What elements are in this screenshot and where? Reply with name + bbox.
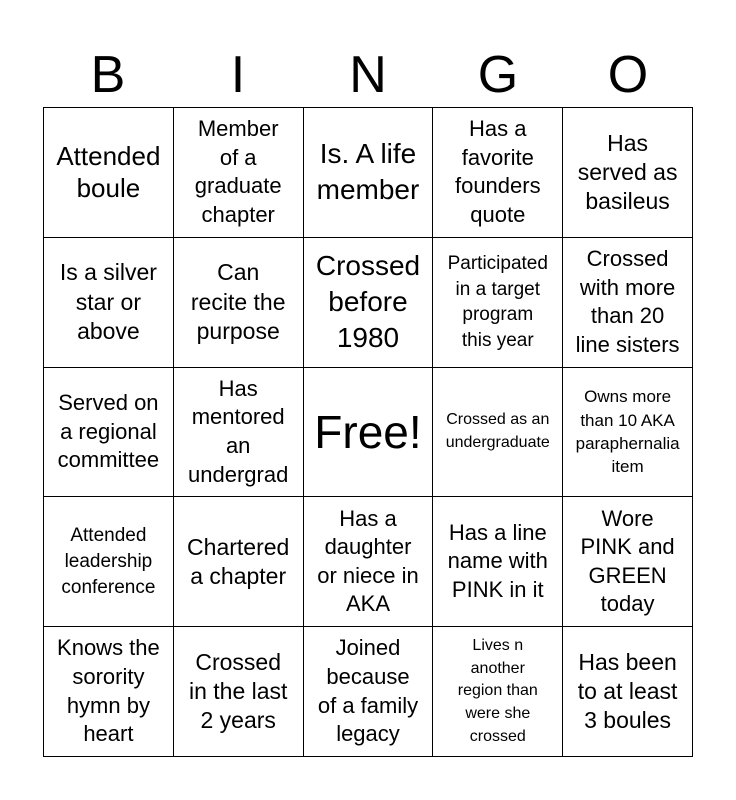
free-space-cell[interactable] [304, 368, 434, 498]
cell-text: Knows the sorority hymn by heart [57, 635, 160, 747]
bingo-cell[interactable] [44, 238, 174, 368]
bingo-cell[interactable] [174, 368, 304, 498]
cell-text: Has a daughter or niece in AKA [317, 505, 419, 617]
bingo-grid [43, 107, 693, 757]
bingo-cell[interactable] [433, 368, 563, 498]
header-letter-b: B [90, 46, 126, 104]
cell-text: Joined because of a family legacy [317, 635, 419, 747]
cell-text: Chartered a chapter [187, 533, 290, 589]
cell-text: Has served as basileus [577, 129, 678, 214]
header-letter-n: N [349, 46, 387, 104]
bingo-cell[interactable] [433, 238, 563, 368]
cell-text: Owns more than 10 AKA paraphernalia item [575, 387, 680, 477]
cell-text: Crossed with more than 20 line sisters [575, 246, 680, 357]
bingo-cell[interactable] [304, 497, 434, 627]
bingo-cell[interactable] [433, 497, 563, 627]
bingo-cell[interactable] [44, 627, 174, 757]
cell-text: Served on a regional committee [57, 390, 160, 473]
cell-text: Has a favorite founders quote [454, 116, 541, 227]
header-letter-o: O [607, 46, 649, 104]
cell-text: Has a line name with PINK in it [447, 519, 548, 603]
bingo-cell[interactable] [44, 497, 174, 627]
bingo-cell[interactable] [433, 627, 563, 757]
bingo-cell[interactable] [174, 238, 304, 368]
cell-text: Is. A life member [316, 138, 420, 206]
bingo-cell[interactable] [304, 108, 434, 238]
cell-text: Crossed as an undergraduate [445, 411, 550, 451]
cell-text: Has mentored an undergrad [188, 375, 289, 487]
bingo-cell[interactable] [433, 108, 563, 238]
cell-text: Participated in a target program this year [447, 252, 548, 351]
cell-text: Crossed in the last 2 years [188, 648, 288, 734]
cell-text: Can recite the purpose [190, 259, 286, 344]
header-letter-i: I [230, 46, 246, 104]
cell-text: Has been to at least 3 boules [577, 648, 678, 734]
cell-text: Attended leadership conference [61, 525, 156, 598]
cell-text: Is a silver star or above [59, 259, 157, 344]
bingo-cell[interactable] [44, 368, 174, 498]
cell-text: Member of a graduate chapter [194, 116, 282, 227]
bingo-cell[interactable] [563, 497, 693, 627]
bingo-cell[interactable] [563, 238, 693, 368]
cell-text: Attended boule [56, 140, 161, 204]
bingo-cell[interactable] [174, 497, 304, 627]
cell-text: Lives n another region than were she crossed [457, 636, 538, 745]
bingo-cell[interactable] [563, 368, 693, 498]
bingo-cell[interactable] [304, 238, 434, 368]
bingo-cell[interactable] [304, 627, 434, 757]
bingo-cell[interactable] [174, 108, 304, 238]
header-letter-g: G [477, 46, 519, 104]
bingo-cell[interactable] [563, 627, 693, 757]
bingo-cell[interactable] [44, 108, 174, 238]
bingo-header [43, 44, 693, 106]
bingo-cell[interactable] [563, 108, 693, 238]
bingo-cell[interactable] [174, 627, 304, 757]
cell-text: Wore PINK and GREEN today [580, 505, 675, 617]
cell-text: Crossed before 1980 [315, 249, 421, 354]
free-space-label: Free! [314, 405, 422, 458]
